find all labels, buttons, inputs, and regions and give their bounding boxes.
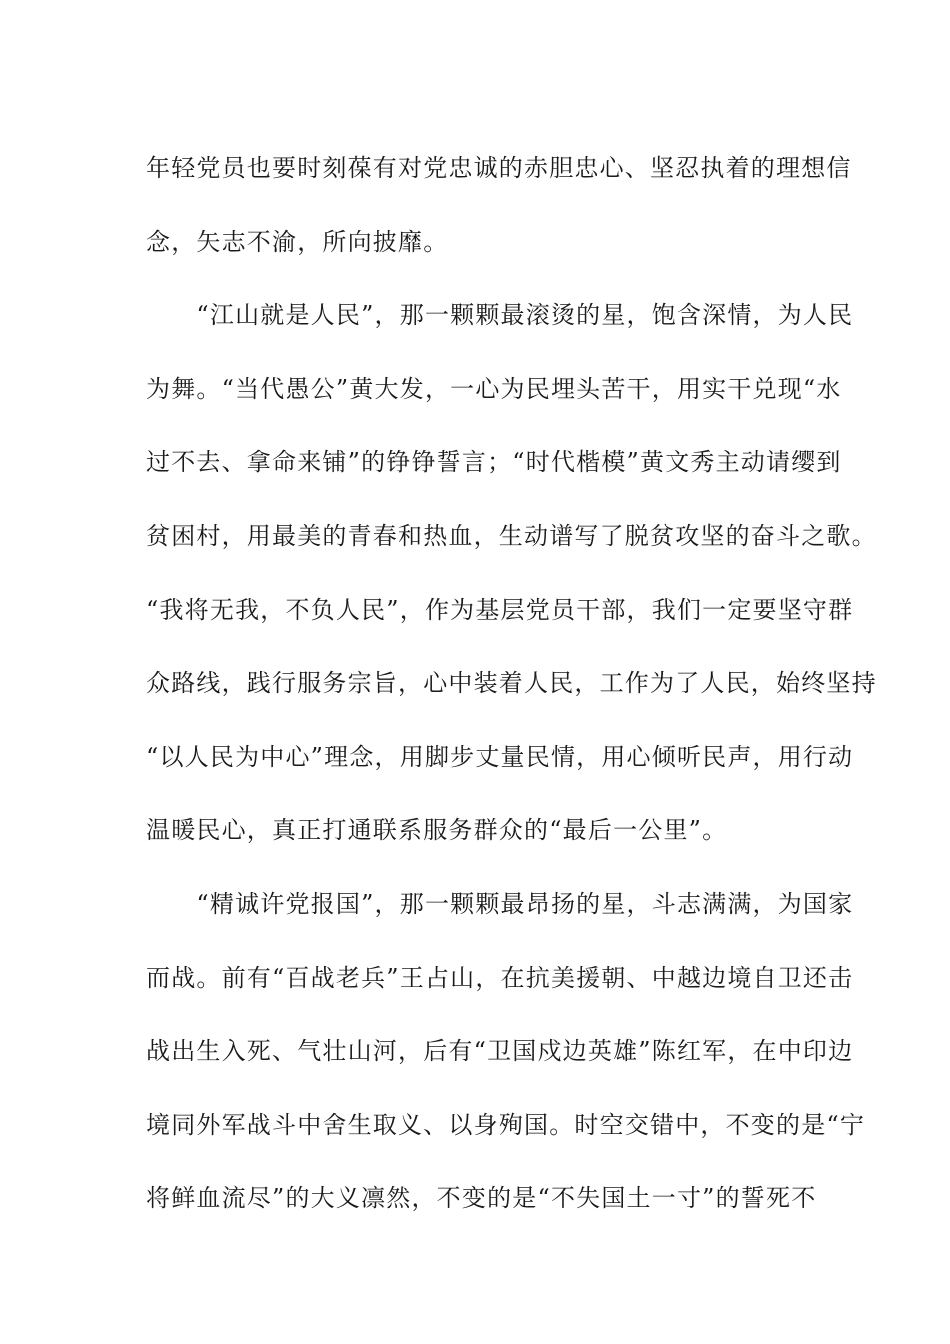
- text-line: 将鲜血流尽”的大义凛然，不变的是“不失国土一寸”的誓死不: [146, 1184, 817, 1213]
- paragraph-start-line: “精诚许党报国”，那一颗颗最昂扬的星，斗志满满，为国家: [146, 889, 854, 918]
- text-line: 境同外军战斗中舍生取义、以身殉国。时空交错中，不变的是“宁: [146, 1110, 866, 1139]
- text-line: 为舞。“当代愚公”黄大发，一心为民埋头苦干，用实干兑现“水: [146, 374, 842, 403]
- text-line: 年轻党员也要时刻葆有对党忠诚的赤胆忠心、坚忍执着的理想信: [146, 154, 852, 182]
- text-line: “我将无我，不负人民”，作为基层党员干部，我们一定要坚守群: [146, 595, 854, 624]
- text-line: 众路线，践行服务宗旨，心中装着人民，工作为了人民，始终坚持: [146, 669, 877, 698]
- text-line: 过不去、拿命来铺”的铮铮誓言；“时代楷模”黄文秀主动请缨到: [146, 448, 842, 477]
- paragraph-start-line: “江山就是人民”，那一颗颗最滚烫的星，饱含深情，为人民: [146, 301, 854, 330]
- text-line: 贫困村，用最美的青春和热血，生动谱写了脱贫攻坚的奋斗之歌。: [146, 521, 877, 550]
- text-line: 温暖民心，真正打通联系服务群众的“最后一公里”。: [146, 816, 728, 845]
- text-line: “以人民为中心”理念，用脚步丈量民情，用心倾听民声，用行动: [146, 742, 854, 771]
- text-line: 战出生入死、气壮山河，后有“卫国戍边英雄”陈红军，在中印边: [146, 1037, 854, 1066]
- document-body: [146, 132, 877, 1236]
- text-line: 念，矢志不渝，所向披靡。: [146, 227, 449, 256]
- text-line: 而战。前有“百战老兵”王占山，在抗美援朝、中越边境自卫还击: [146, 963, 854, 992]
